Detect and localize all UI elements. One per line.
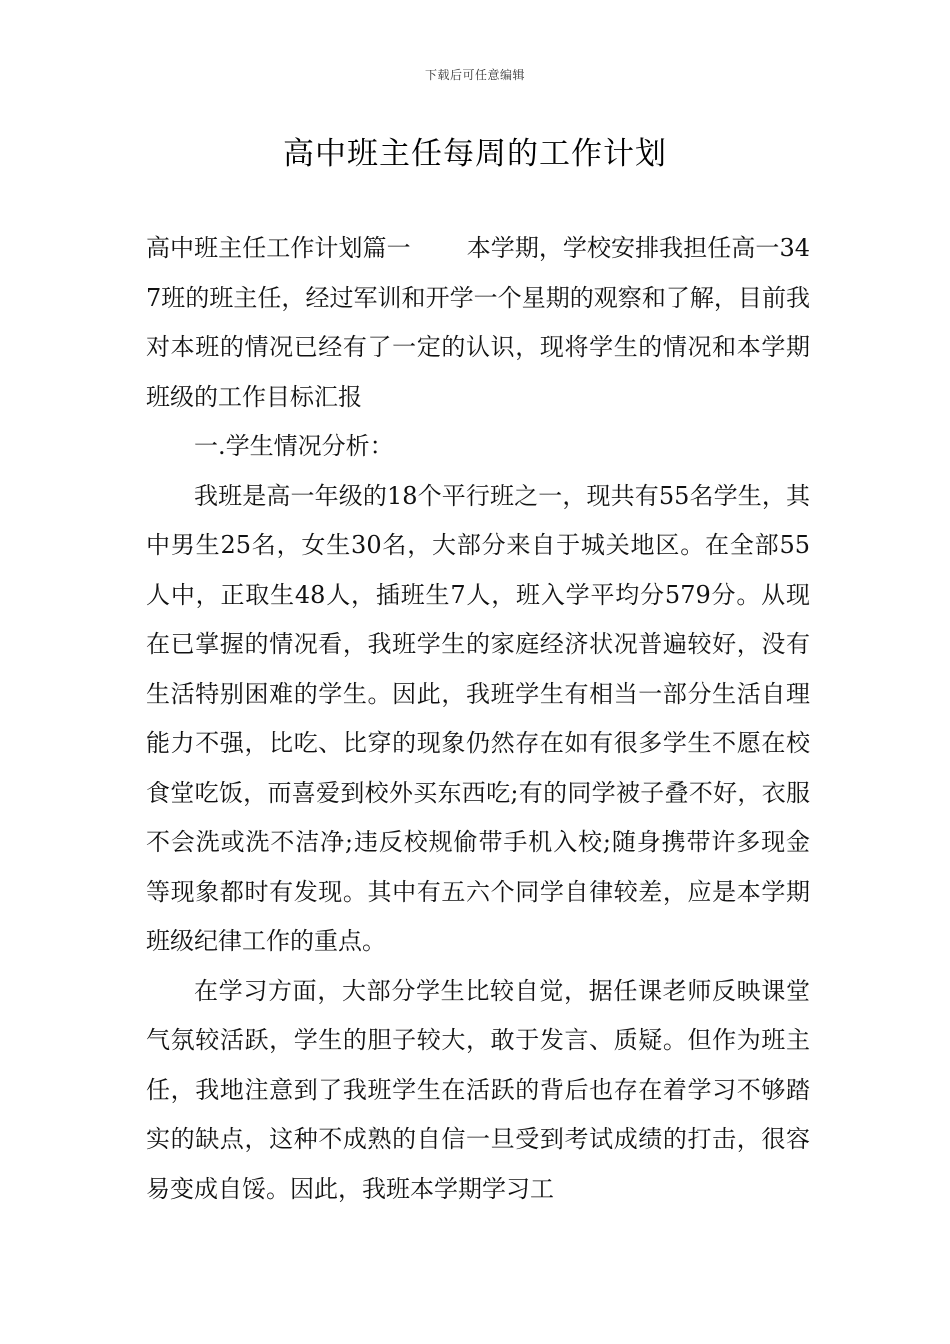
section-heading-student-analysis: 一.学生情况分析： [194, 432, 394, 460]
paragraph-study-situation: 在学习方面，大部分学生比较自觉，据任课老师反映课堂气氛较活跃，学生的胆子较大，敢于发言、质疑。但作为班主任，我地注意到了我班学生在活跃的背后也存在着学习不够踏实的缺点，这种不成熟的自信一旦受到考试成绩的打击，很容易变成自馁。因此，我班本学期学习工 [146, 976, 810, 1203]
document-title: 高中班主任每周的工作计划 [283, 136, 667, 172]
document-body [146, 224, 810, 1214]
paragraph-class-overview: 我班是高一年级的18个平行班之一，现共有55名学生，其中男生25名，女生30名，大部分来自于城关地区。在全部55人中，正取生48人，插班生7人，班入学平均分579分。从现在已掌握的情况看，我班学生的家庭经济状况普遍较好，没有生活特别困难的学生。因此，我班学生有相当一部分生活自理能力不强，比吃、比穿的现象仍然存在如有很多学生不愿在校食堂吃饭，而喜爱到校外买东西吃;有的同学被子叠不好，衣服不会洗或洗不洁净;违反校规偷带手机入校;随身携带许多现金等现象都时有发现。其中有五六个同学自律较差，应是本学期班级纪律工作的重点。 [146, 481, 810, 955]
paragraph-intro [146, 224, 810, 422]
intro-lead: 高中班主任工作计划篇一 [146, 234, 411, 262]
header-note: 下载后可任意编辑 [424, 68, 525, 82]
intro-text: 本学期，学校安排我担任高一347班的班主任，经过军训和开学一个星期的观察和了解，目前我对本班的情况已经有了一定的认识，现将学生的情况和本学期班级的工作目标汇报 [146, 234, 810, 411]
